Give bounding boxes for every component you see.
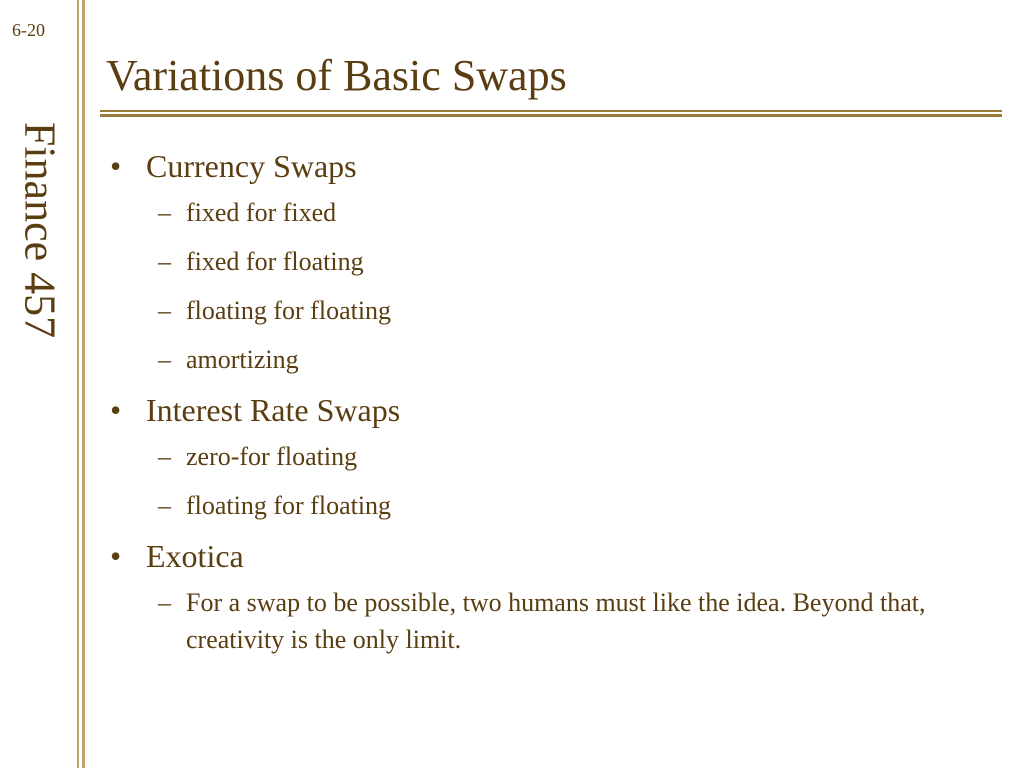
bullet-label: Currency Swaps xyxy=(146,148,357,184)
bullet-exotica xyxy=(110,536,1010,576)
dash-icon: – xyxy=(158,247,171,276)
dash-icon: – xyxy=(158,345,171,374)
list-item xyxy=(158,584,1010,658)
bullet-label: Exotica xyxy=(146,538,244,574)
list-item xyxy=(158,487,1010,524)
bullet-interest-rate-swaps xyxy=(110,390,1010,430)
vertical-rule-thick xyxy=(82,0,85,768)
title-rule-thin xyxy=(100,110,1002,112)
bullet-icon: • xyxy=(110,392,122,428)
list-item-text: zero-for floating xyxy=(186,442,358,471)
page-title: Variations of Basic Swaps xyxy=(106,51,567,100)
dash-icon: – xyxy=(158,491,171,520)
list-item-text: floating for floating xyxy=(186,491,392,520)
list-item-text: amortizing xyxy=(186,345,299,374)
dash-icon: – xyxy=(158,442,171,471)
bullet-label: Interest Rate Swaps xyxy=(146,392,401,428)
dash-icon: – xyxy=(158,296,171,325)
bullet-currency-swaps xyxy=(110,146,1010,186)
list-item-text: fixed for fixed xyxy=(186,198,337,227)
list-item xyxy=(158,341,1010,378)
list-item xyxy=(158,438,1010,475)
title-rule-thick xyxy=(100,114,1002,117)
content-area xyxy=(110,146,1010,670)
side-title: Finance 457 xyxy=(15,121,65,339)
list-item-text: For a swap to be possible, two humans must like the idea. Beyond that, creativity is the only limit. xyxy=(186,588,926,654)
bullet-icon: • xyxy=(110,148,122,184)
list-item xyxy=(158,292,1010,329)
list-item-text: fixed for floating xyxy=(186,247,364,276)
slide-number: 6-20 xyxy=(12,20,45,40)
dash-icon: – xyxy=(158,588,171,617)
list-item-text: floating for floating xyxy=(186,296,392,325)
bullet-icon: • xyxy=(110,538,122,574)
list-item xyxy=(158,243,1010,280)
dash-icon: – xyxy=(158,198,171,227)
list-item xyxy=(158,194,1010,231)
vertical-rule-thin xyxy=(77,0,79,768)
